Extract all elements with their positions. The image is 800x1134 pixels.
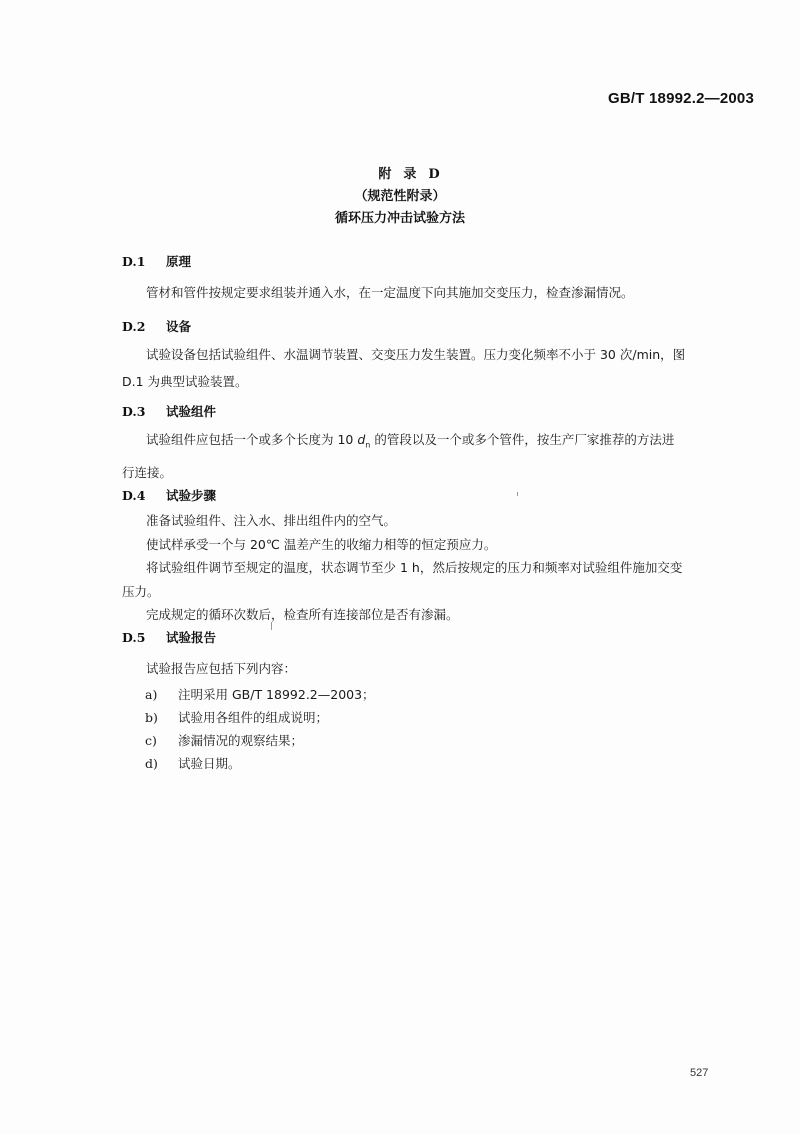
section-number: D.5 <box>122 630 146 645</box>
paragraph-text: 管材和管件按规定要求组装并通入水，在一定温度下向其施加交变压力，检查渗漏情况。 <box>146 285 634 300</box>
annex-label <box>0 164 800 186</box>
list-item-a <box>145 685 375 703</box>
section-heading-d1 <box>122 252 191 270</box>
annex-label-text: 附录 <box>378 167 429 182</box>
scan-artifact <box>517 492 518 496</box>
list-text: 试验用各组件的组成说明； <box>178 710 329 725</box>
list-marker: b) <box>145 710 158 725</box>
annex-title: 循环压力冲击试验方法 <box>334 211 465 226</box>
section-d2-paragraph <box>122 341 772 395</box>
section-title: 原理 <box>166 254 192 269</box>
list-item-c <box>145 731 303 749</box>
annex-title-block <box>0 164 800 230</box>
section-heading-d4 <box>122 486 216 504</box>
section-d1-paragraph <box>122 279 772 306</box>
list-item-b <box>145 708 328 726</box>
paragraph-line: 行连接。 <box>122 464 173 480</box>
list-marker: a) <box>145 687 158 702</box>
text-fragment: 试验组件应包括一个或多个长度为 10 <box>146 432 358 447</box>
paragraph-line: 准备试验组件、注入水、排出组件内的空气。 <box>146 513 397 528</box>
section-title: 试验组件 <box>166 404 217 419</box>
paragraph-line: 压力。 <box>122 583 160 599</box>
section-title: 设备 <box>166 319 192 334</box>
list-item-d <box>145 754 241 772</box>
section-heading-d2 <box>122 317 191 335</box>
list-marker: c) <box>145 733 157 748</box>
paragraph-line <box>122 426 772 459</box>
annex-type: （规范性附录） <box>354 189 446 204</box>
paragraph-line: 将试验组件调节至规定的温度，状态调节至少 1 h，然后按规定的压力和频率对试验组件施加交变 <box>146 560 683 575</box>
section-title: 试验步骤 <box>166 488 217 503</box>
list-text: 试验日期。 <box>178 756 241 771</box>
text-fragment: 的管段以及一个或多个管件，按生产厂家推荐的方法进 <box>370 432 675 447</box>
list-text: 注明采用 GB/T 18992.2—2003； <box>178 687 375 702</box>
diameter-variable: d <box>357 432 366 447</box>
standard-code-header: GB/T 18992.2—2003 <box>608 90 754 107</box>
list-marker: d) <box>145 756 158 771</box>
paragraph-line: 使试样承受一个与 20℃ 温差产生的收缩力相等的恒定预应力。 <box>146 536 497 552</box>
section-number: D.2 <box>122 319 146 334</box>
section-number: D.4 <box>122 488 146 503</box>
section-number: D.1 <box>122 254 146 269</box>
paragraph-line: 试验设备包括试验组件、水温调节装置、交变压力发生装置。压力变化频率不小于 30 次/min，图 <box>146 347 686 362</box>
paragraph-line: D.1 为典型试验装置。 <box>122 374 248 389</box>
section-title: 试验报告 <box>166 630 217 645</box>
section-d3-paragraph <box>122 426 772 486</box>
annex-letter: D <box>428 167 440 182</box>
section-heading-d3 <box>122 402 216 420</box>
section-d4-paragraph <box>122 509 772 627</box>
section-number: D.3 <box>122 404 146 419</box>
scan-artifact <box>271 622 272 630</box>
section-heading-d5 <box>122 628 216 646</box>
list-text: 渗漏情况的观察结果； <box>178 733 304 748</box>
diameter-subscript: n <box>365 440 371 450</box>
paragraph-line: 完成规定的循环次数后，检查所有连接部位是否有渗漏。 <box>146 607 459 622</box>
paragraph-text: 试验报告应包括下列内容： <box>146 661 297 676</box>
section-d5-intro <box>122 655 772 682</box>
page-number: 527 <box>690 1067 709 1079</box>
